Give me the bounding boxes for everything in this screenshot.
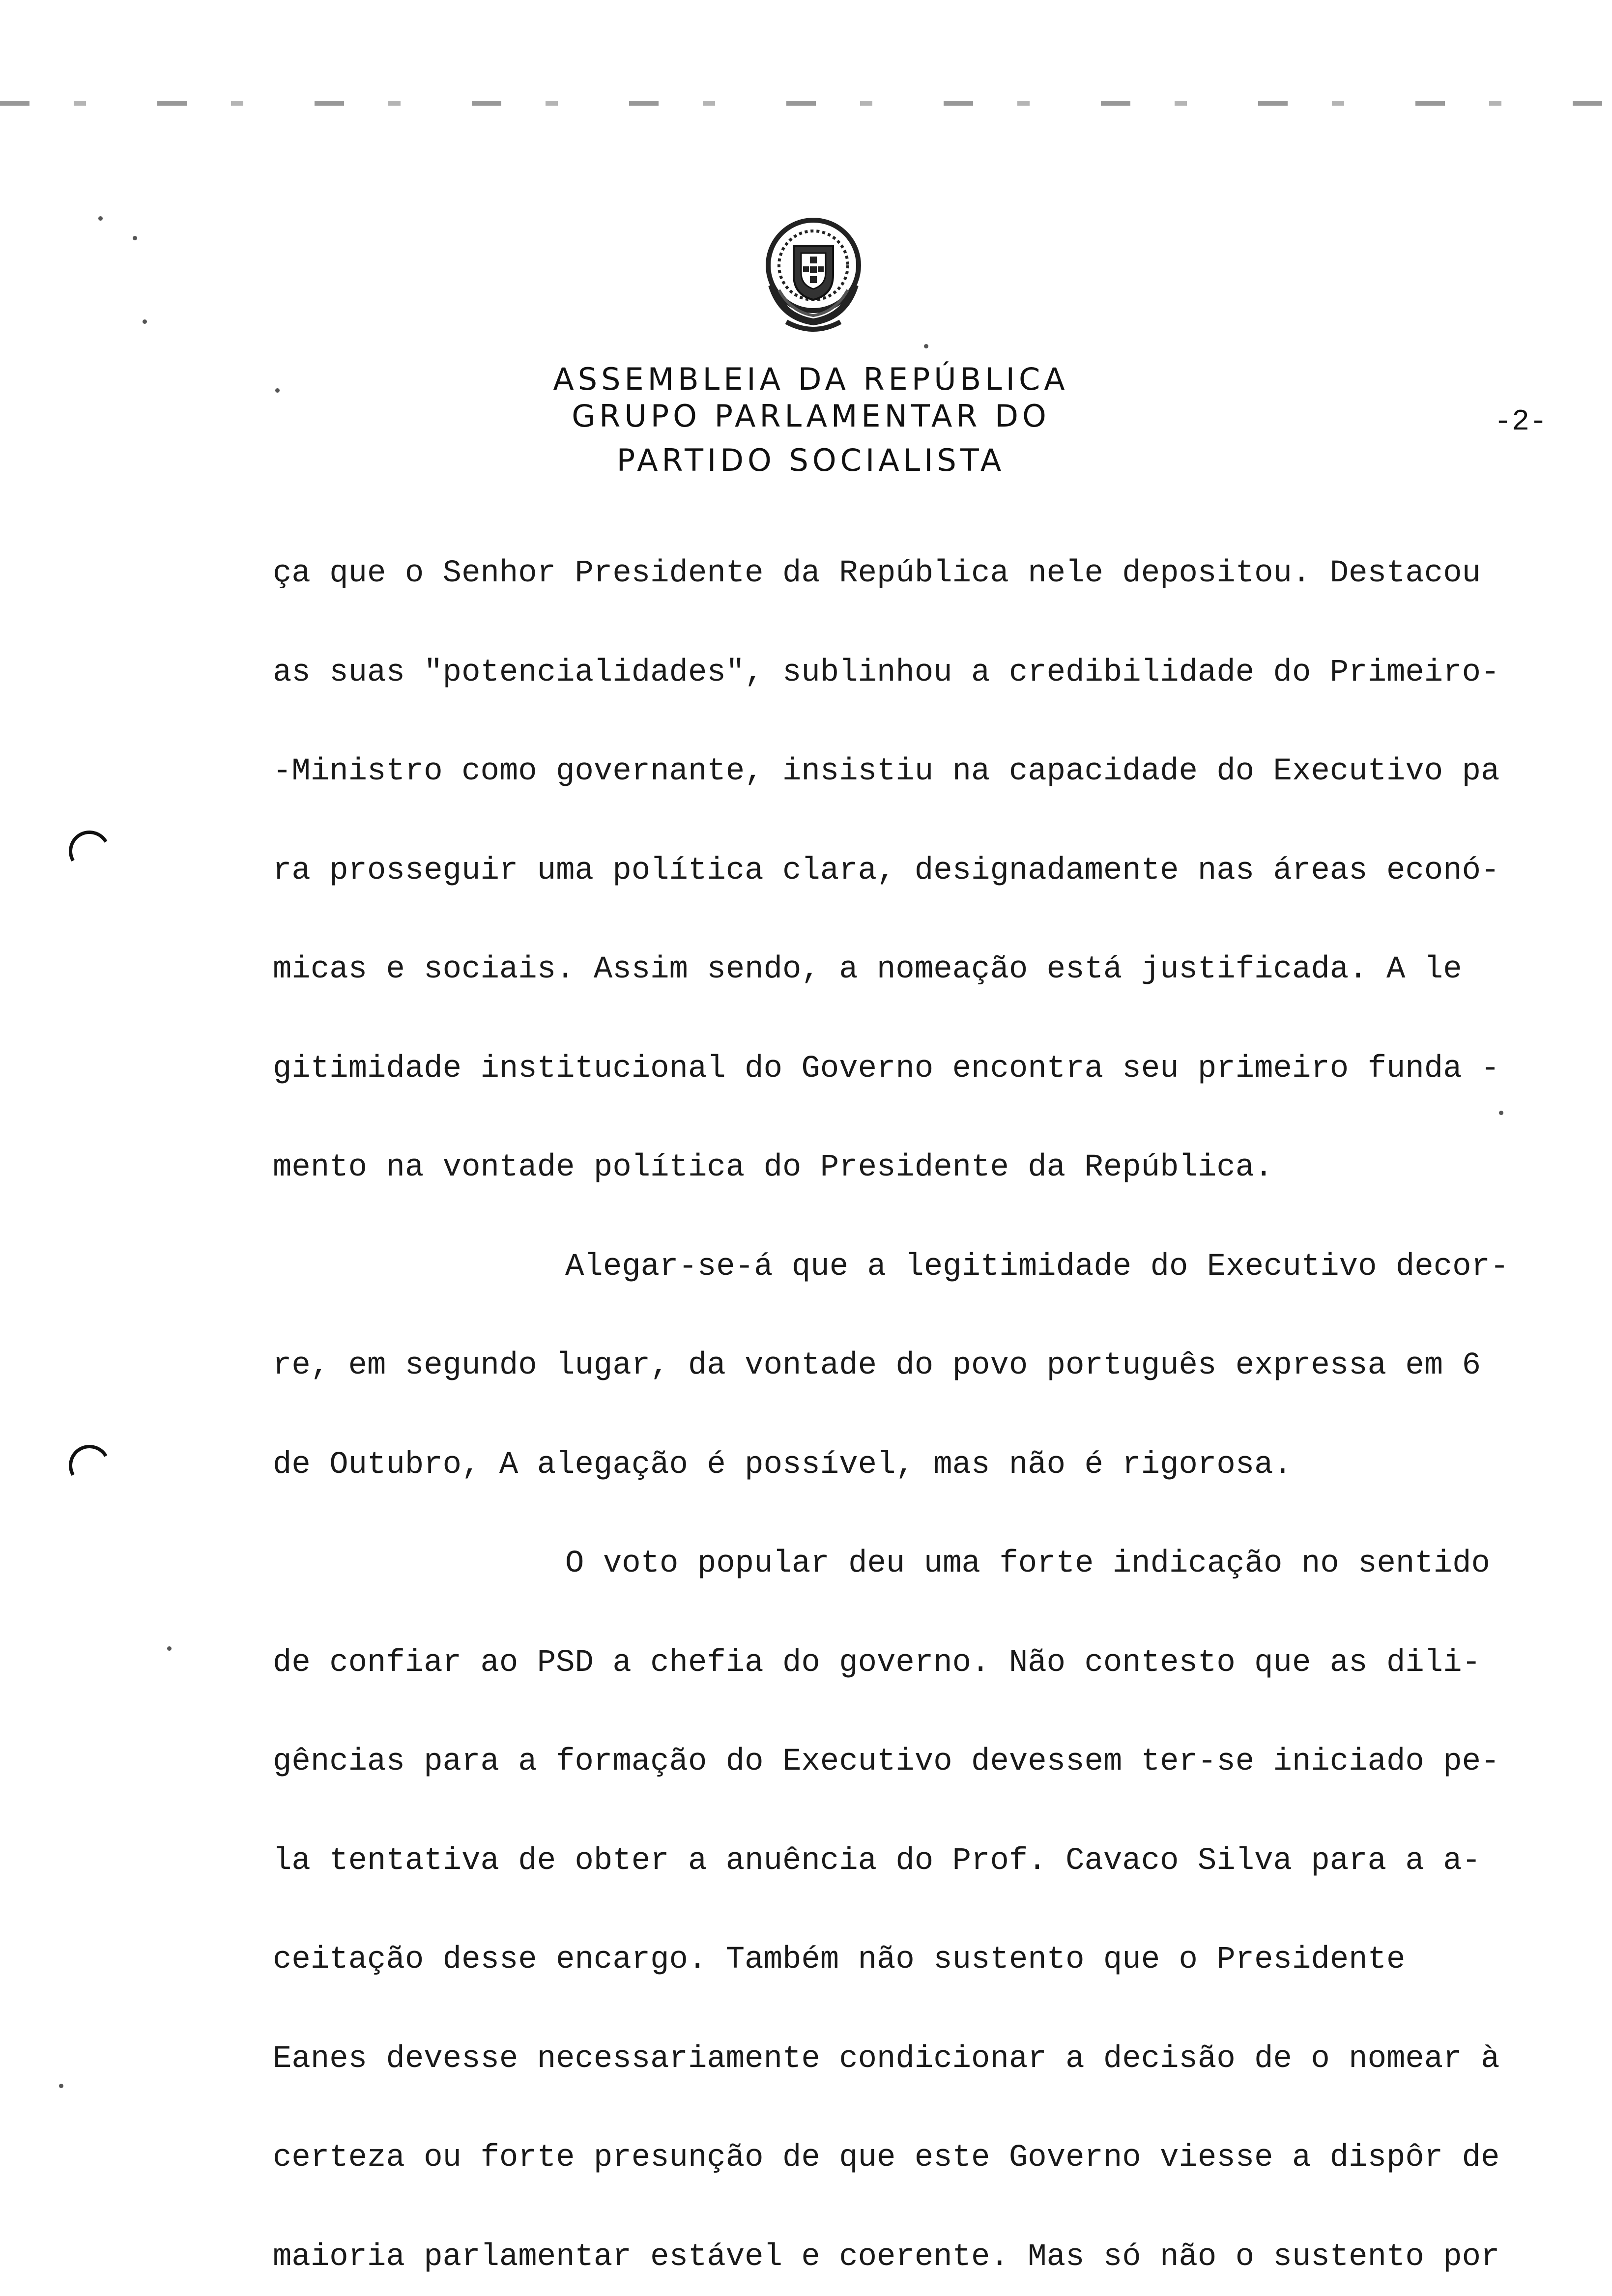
scan-speck <box>143 319 147 324</box>
scan-speck <box>98 216 103 221</box>
body-line: de Outubro, A alegação é possível, mas não é rigorosa. <box>273 1447 1292 1483</box>
body-line: re, em segundo lugar, da vontade do povo português expressa em 6 <box>273 1348 1481 1383</box>
scan-speck <box>133 236 137 240</box>
scan-speck <box>167 1646 172 1651</box>
body-line: de confiar ao PSD a chefia do governo. Não contesto que as dili- <box>273 1645 1481 1681</box>
scan-artifact-line <box>0 101 1612 106</box>
body-line: certeza ou forte presunção de que este Governo viesse a dispôr de <box>273 2140 1500 2176</box>
scan-speck <box>275 388 280 393</box>
body-line: la tentativa de obter a anuência do Prof. Cavaco Silva para a a- <box>273 1843 1481 1879</box>
body-line: O voto popular deu uma forte indicação no sentido <box>565 1546 1490 1581</box>
page-number: -2- <box>1494 405 1548 439</box>
body-line: gências para a formação do Executivo devessem ter-se iniciado pe- <box>273 1744 1500 1779</box>
scan-speck <box>924 344 928 348</box>
body-line: ceitação desse encargo. Também não sustento que o Presidente <box>273 1942 1406 1978</box>
body-line: ça que o Senhor Presidente da República nele depositou. Destacou <box>273 556 1481 591</box>
body-line: micas e sociais. Assim sendo, a nomeação está justificada. A le <box>273 952 1462 987</box>
header-line-group: GRUPO PARLAMENTAR DO <box>572 398 1050 434</box>
body-line: ra prosseguir uma política clara, designadamente nas áreas econó- <box>273 853 1500 889</box>
binder-hole-mark <box>64 826 115 877</box>
body-line: maioria parlamentar estável e coerente. Mas só não o sustento por <box>273 2239 1500 2275</box>
body-line: gitimidade institucional do Governo encontra seu primeiro funda - <box>273 1051 1500 1087</box>
binder-hole-mark <box>64 1440 115 1491</box>
body-line: Alegar-se-á que a legitimidade do Executivo decor- <box>565 1249 1509 1285</box>
scan-speck <box>59 2084 63 2088</box>
body-line: Eanes devesse necessariamente condicionar a decisão de o nomear à <box>273 2041 1500 2077</box>
header-line-party: PARTIDO SOCIALISTA <box>616 442 1006 478</box>
scan-speck <box>1499 1111 1503 1115</box>
coat-of-arms-emblem <box>752 211 875 339</box>
body-line: mento na vontade política do Presidente da República. <box>273 1150 1273 1185</box>
body-line: -Ministro como governante, insistiu na capacidade do Executivo pa <box>273 754 1500 789</box>
body-line: as suas "potencialidades", sublinhou a credibilidade do Primeiro- <box>273 655 1500 690</box>
header-line-assembly: ASSEMBLEIA DA REPÚBLICA <box>553 361 1069 397</box>
